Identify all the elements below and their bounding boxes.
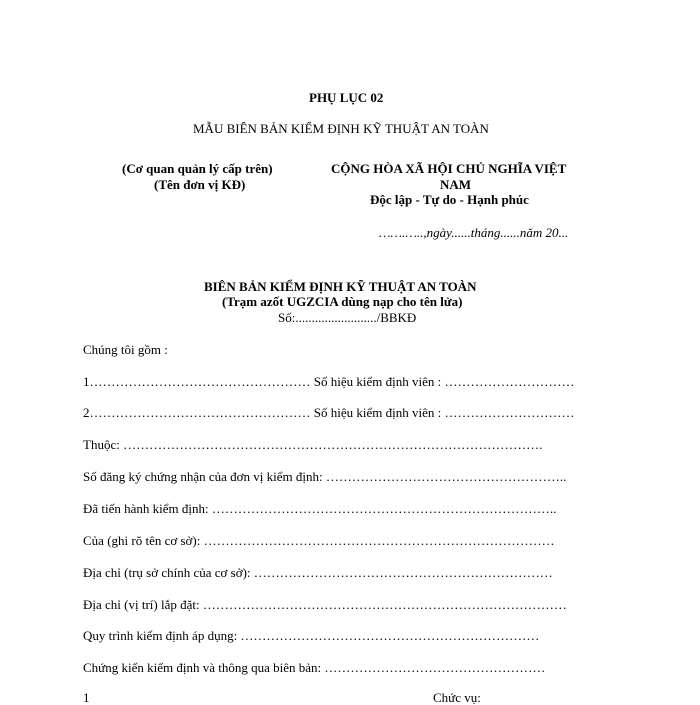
left-header-line2: (Tên đơn vị KĐ) [154,177,246,192]
conducted-line: Đã tiến hành kiểm định: …………………………………………………………………….. [83,501,557,516]
witness-line: Chứng kiến kiểm định và thông qua biên bản: …………………………………………… [83,660,546,675]
facility-name-line: Của (ghi rõ tên cơ sở): ……………………………………………………………………… [83,533,555,548]
inspector-2-line: 2…………………………………………… Số hiệu kiểm định viên : ………………………… [83,405,575,420]
position-label: Chức vụ: [433,690,481,705]
headquarters-address-line: Địa chỉ (trụ sở chính của cơ sở): …………………………………………………………… [83,565,553,580]
nation-header-line2: NAM [440,177,472,192]
inspector-1-line: 1…………………………………………… Số hiệu kiểm định viên : ………………………… [83,374,575,389]
installation-address-line: Địa chỉ (vị trí) lắp đặt: ………………………………………………………………………… [83,597,567,612]
registration-line: Số đăng ký chứng nhận của đơn vị kiểm định: ……………………………………………….. [83,469,567,484]
appendix-label: PHỤ LỤC 02 [309,90,384,105]
intro-line: Chúng tôi gồm : [83,342,168,357]
date-line: …….…..,ngày......tháng......năm 20... [379,225,569,240]
motto: Độc lập - Tự do - Hạnh phúc [370,192,529,207]
document-number: Số:........................./BBKĐ [278,310,417,325]
form-title: MẪU BIÊN BẢN KIỂM ĐỊNH KỸ THUẬT AN TOÀN [193,121,489,136]
document-title: BIÊN BẢN KIỂM ĐỊNH KỸ THUẬT AN TOÀN [204,279,477,294]
document-subtitle: (Trạm azốt UGZCIA dùng nạp cho tên lửa) [222,294,463,309]
nation-header-line1: CỘNG HÒA XÃ HỘI CHỦ NGHĨA VIỆT [331,161,567,176]
witness-number: 1 [83,690,90,705]
left-header-line1: (Cơ quan quản lý cấp trên) [122,161,273,176]
procedure-line: Quy trình kiểm định áp dụng: …………………………………………………………… [83,628,540,643]
belong-line: Thuộc: ……………………………………………………………………………………. [83,437,543,452]
